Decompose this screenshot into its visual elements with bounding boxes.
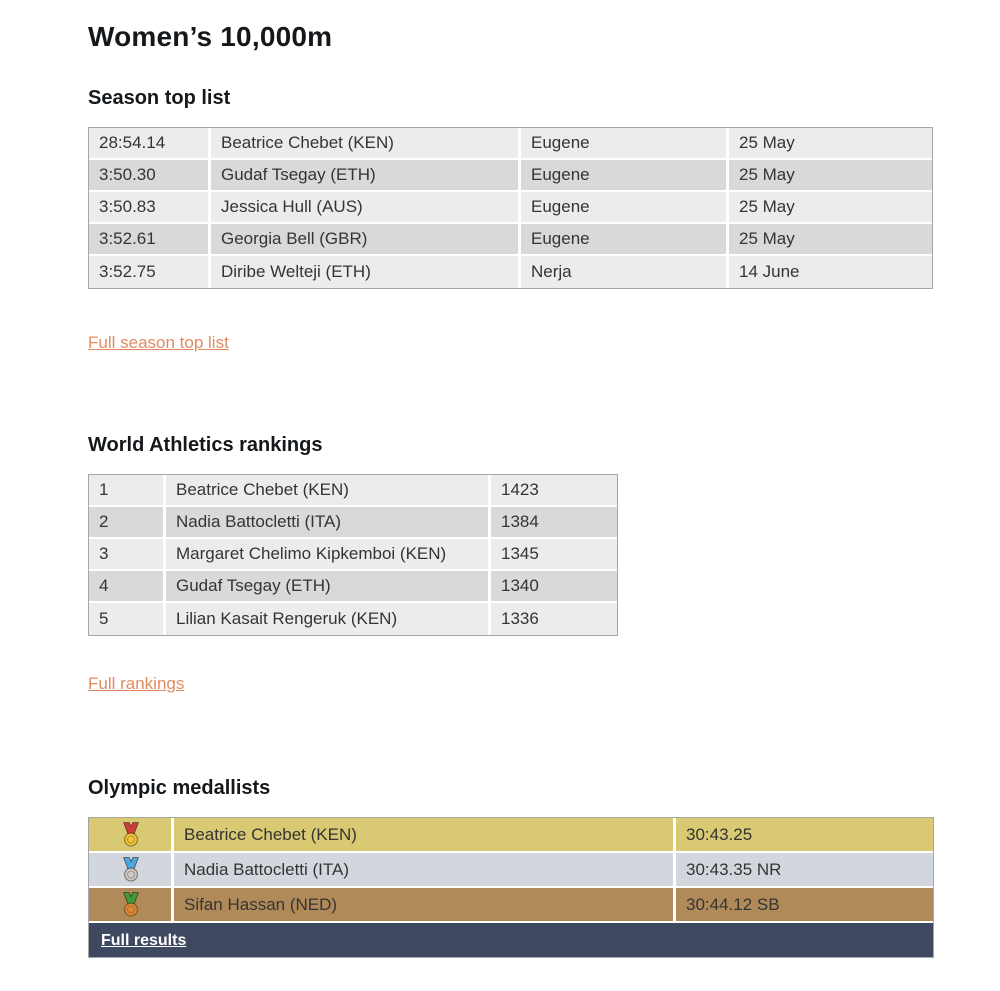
olympic-medallists-heading: Olympic medallists	[88, 777, 271, 799]
olympic-medallists-table	[88, 817, 934, 958]
table-row	[89, 192, 932, 224]
athlete-cell: Gudaf Tsegay (ETH)	[211, 160, 521, 192]
athlete-cell: Lilian Kasait Rengeruk (KEN)	[166, 603, 491, 635]
venue-cell: Eugene	[521, 192, 729, 224]
bronze-medal-icon	[120, 891, 142, 918]
date-cell: 25 May	[729, 224, 932, 256]
full-rankings-link[interactable]: Full rankings	[88, 674, 185, 693]
time-cell: 3:52.61	[89, 224, 211, 256]
gold-medal-icon	[120, 821, 142, 848]
points-cell: 1345	[491, 539, 617, 571]
time-cell: 3:52.75	[89, 256, 211, 288]
time-cell: 28:54.14	[89, 128, 211, 160]
athlete-cell: Diribe Welteji (ETH)	[211, 256, 521, 288]
table-row	[89, 571, 617, 603]
rank-cell: 5	[89, 603, 166, 635]
athlete-cell: Beatrice Chebet (KEN)	[166, 475, 491, 507]
table-row	[89, 603, 617, 635]
date-cell: 14 June	[729, 256, 932, 288]
athlete-cell: Beatrice Chebet (KEN)	[211, 128, 521, 160]
table-row	[89, 507, 617, 539]
athlete-cell: Beatrice Chebet (KEN)	[174, 818, 676, 853]
athlete-cell: Nadia Battocletti (ITA)	[174, 853, 676, 888]
points-cell: 1340	[491, 571, 617, 603]
venue-cell: Eugene	[521, 160, 729, 192]
table-row	[89, 539, 617, 571]
silver-medal-icon	[120, 856, 142, 883]
rankings-heading: World Athletics rankings	[88, 434, 323, 456]
medal-cell	[89, 853, 174, 888]
time-cell: 3:50.30	[89, 160, 211, 192]
points-cell: 1336	[491, 603, 617, 635]
table-row	[89, 888, 933, 923]
rank-cell: 3	[89, 539, 166, 571]
page-title: Women’s 10,000m	[88, 21, 333, 52]
table-row	[89, 818, 933, 853]
season-top-list-heading: Season top list	[88, 87, 231, 109]
full-season-top-list-link[interactable]: Full season top list	[88, 333, 229, 352]
table-footer	[89, 923, 933, 957]
athlete-cell: Georgia Bell (GBR)	[211, 224, 521, 256]
medal-cell	[89, 818, 174, 853]
table-row	[89, 256, 932, 288]
date-cell: 25 May	[729, 160, 932, 192]
table-row	[89, 224, 932, 256]
athlete-cell: Margaret Chelimo Kipkemboi (KEN)	[166, 539, 491, 571]
athlete-cell: Jessica Hull (AUS)	[211, 192, 521, 224]
rank-cell: 1	[89, 475, 166, 507]
time-cell: 3:50.83	[89, 192, 211, 224]
table-row	[89, 853, 933, 888]
rankings-table	[88, 474, 618, 636]
athlete-cell: Sifan Hassan (NED)	[174, 888, 676, 923]
venue-cell: Nerja	[521, 256, 729, 288]
points-cell: 1423	[491, 475, 617, 507]
medal-cell	[89, 888, 174, 923]
full-results-link[interactable]: Full results	[101, 932, 187, 949]
result-cell: 30:43.35 NR	[676, 853, 933, 888]
table-row	[89, 475, 617, 507]
venue-cell: Eugene	[521, 128, 729, 160]
rank-cell: 2	[89, 507, 166, 539]
date-cell: 25 May	[729, 192, 932, 224]
result-cell: 30:43.25	[676, 818, 933, 853]
season-top-list-table	[88, 127, 933, 289]
date-cell: 25 May	[729, 128, 932, 160]
table-row	[89, 128, 932, 160]
result-cell: 30:44.12 SB	[676, 888, 933, 923]
athlete-cell: Gudaf Tsegay (ETH)	[166, 571, 491, 603]
table-row	[89, 160, 932, 192]
athlete-cell: Nadia Battocletti (ITA)	[166, 507, 491, 539]
rank-cell: 4	[89, 571, 166, 603]
points-cell: 1384	[491, 507, 617, 539]
venue-cell: Eugene	[521, 224, 729, 256]
